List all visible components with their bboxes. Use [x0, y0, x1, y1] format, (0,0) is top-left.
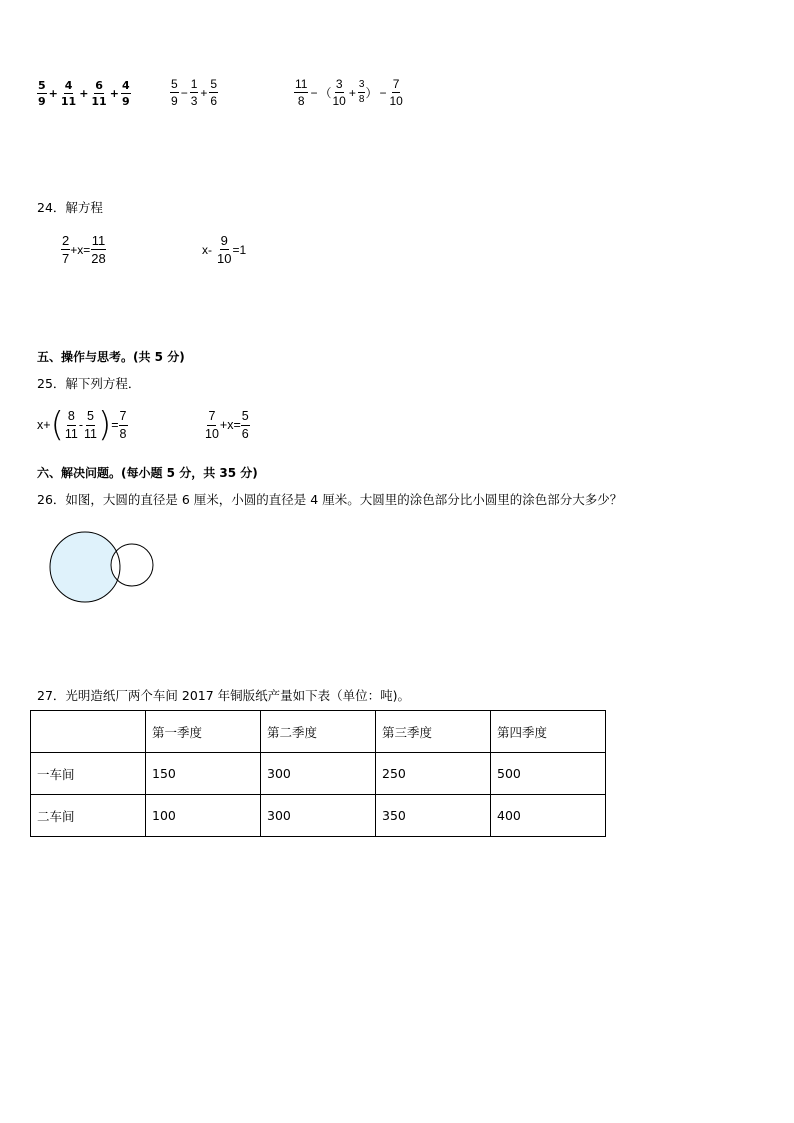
expression-3: $\frac{11}{8}$ − （ $\frac{3}{10}$ + $\frac{3}{8}$ ） − $\frac{7}{10}$: [295, 77, 403, 108]
fraction: $\frac{4}{11}$: [60, 79, 77, 108]
fraction-small: $\frac{3}{8}$: [358, 79, 365, 105]
fraction: $\frac{8}{11}$: [64, 409, 78, 441]
question-27-text: 27．光明造纸厂两个车间 2017 年铜版纸产量如下表（单位：吨)。: [37, 688, 411, 703]
section-6-title: 六、解决问题。(每小题 5 分，共 35 分): [37, 466, 258, 480]
table-cell: 500: [491, 753, 606, 795]
table-cell: 一车间: [31, 753, 146, 795]
left-paren: (: [50, 405, 64, 445]
fraction: $\frac{9}{10}$: [217, 233, 232, 266]
production-table: [30, 710, 606, 837]
fraction: $\frac{11}{28}$: [91, 233, 106, 266]
expression-2: $\frac{5}{9}$ − $\frac{1}{3}$ + $\frac{5}{6}$: [171, 77, 218, 108]
table-cell: 300: [261, 753, 376, 795]
table-header-row: [31, 711, 606, 753]
table-cell: 250: [376, 753, 491, 795]
fraction: $\frac{11}{8}$: [295, 77, 308, 108]
table-cell: 300: [261, 795, 376, 837]
table-cell: 二车间: [31, 795, 146, 837]
big-circle: [50, 532, 120, 602]
right-paren: ): [97, 405, 112, 445]
table-header-cell: 第一季度: [146, 711, 261, 753]
table-row: [31, 753, 606, 795]
table-header-cell: [31, 711, 146, 753]
question-25-label: 25．解下列方程．: [37, 376, 141, 391]
equation-25b: $\frac{7}{10}$ +x= $\frac{5}{6}$: [205, 409, 249, 441]
table-cell: 350: [376, 795, 491, 837]
table-header-cell: 第三季度: [376, 711, 491, 753]
fraction: $\frac{5}{9}$: [38, 79, 46, 108]
fraction: $\frac{5}{6}$: [210, 77, 218, 108]
fraction: $\frac{6}{11}$: [91, 79, 107, 108]
table-row: [31, 795, 606, 837]
table-cell: 150: [146, 753, 261, 795]
section-5-title: 五、操作与思考。(共 5 分): [37, 350, 185, 364]
fraction: $\frac{7}{10}$: [389, 77, 403, 108]
fraction: $\frac{5}{11}$: [83, 409, 97, 441]
fraction: $\frac{3}{10}$: [332, 77, 346, 108]
fraction: $\frac{4}{9}$: [121, 79, 130, 108]
circles-figure: [45, 528, 160, 608]
equation-24b: x- $\frac{9}{10}$ =1: [202, 233, 247, 266]
fraction: $\frac{7}{8}$: [119, 409, 127, 441]
question-24-label: 24．解方程: [37, 200, 103, 215]
table-header-cell: 第二季度: [261, 711, 376, 753]
table-cell: 100: [146, 795, 261, 837]
equation-24a: $\frac{2}{7}$ +x= $\frac{11}{28}$: [62, 233, 106, 266]
expression-1: $\frac{5}{9}$ + $\frac{4}{11}$ + $\frac{6}{11}$ + $\frac{4}{9}$: [38, 79, 130, 108]
fraction: $\frac{1}{3}$: [190, 77, 198, 108]
equation-25a: x+ ( $\frac{8}{11}$ - $\frac{5}{11}$ ) = $\frac{7}{8}$: [37, 405, 127, 445]
fraction: $\frac{7}{10}$: [205, 409, 219, 441]
question-26-text: 26．如图，大圆的直径是 6 厘米，小圆的直径是 4 厘米。大圆里的涂色部分比小圆里的涂色部分大多少？: [37, 492, 623, 507]
fraction: $\frac{2}{7}$: [62, 233, 70, 266]
fraction: $\frac{5}{9}$: [171, 77, 178, 108]
table-header-cell: 第四季度: [491, 711, 606, 753]
fraction: $\frac{5}{6}$: [241, 409, 249, 441]
table-cell: 400: [491, 795, 606, 837]
